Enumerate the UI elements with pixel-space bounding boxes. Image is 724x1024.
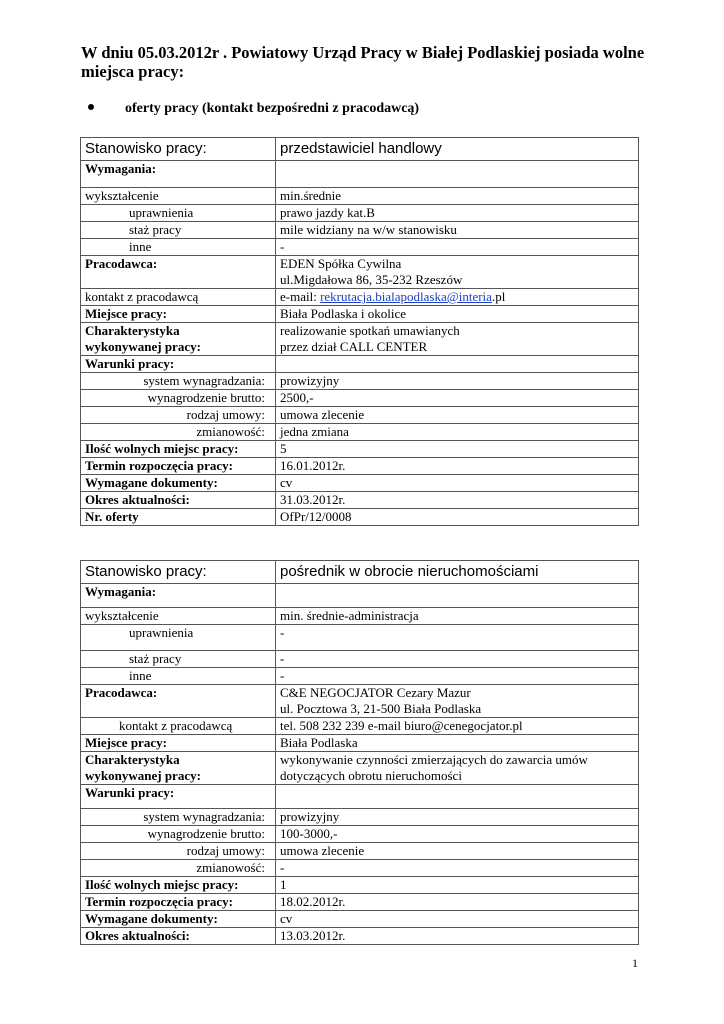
table-row — [81, 785, 639, 809]
place-value: Biała Podlaska i okolice — [276, 306, 639, 323]
experience-label: staż pracy — [81, 222, 276, 239]
licenses-value: - — [276, 625, 639, 651]
start-value: 16.01.2012r. — [276, 458, 639, 475]
salary-label: wynagrodzenie brutto: — [81, 390, 276, 407]
table-row — [81, 877, 639, 894]
start-label: Termin rozpoczęcia pracy: — [81, 894, 276, 911]
characteristics-label — [81, 323, 276, 356]
salary-system-label: system wynagradzania: — [81, 373, 276, 390]
table-row — [81, 306, 639, 323]
licenses-value: prawo jazdy kat.B — [276, 205, 639, 222]
documents-label: Wymagane dokumenty: — [81, 911, 276, 928]
table-row — [81, 668, 639, 685]
contact-prefix: e-mail: — [280, 289, 321, 304]
licenses-label: uprawnienia — [81, 205, 276, 222]
characteristics-label-line2: wykonywanej pracy: — [85, 768, 201, 783]
validity-label: Okres aktualności: — [81, 492, 276, 509]
documents-label: Wymagane dokumenty: — [81, 475, 276, 492]
contract-value: umowa zlecenie — [276, 407, 639, 424]
other-value: - — [276, 668, 639, 685]
bullet-icon — [88, 104, 94, 110]
table-row — [81, 188, 639, 205]
contact-label: kontakt z pracodawcą — [81, 289, 276, 306]
start-value: 18.02.2012r. — [276, 894, 639, 911]
conditions-label: Warunki pracy: — [81, 785, 276, 809]
offer-number-label: Nr. oferty — [81, 509, 276, 526]
salary-label: wynagrodzenie brutto: — [81, 826, 276, 843]
employer-address: ul.Migdałowa 86, 35-232 Rzeszów — [280, 272, 463, 287]
position-label: Stanowisko pracy: — [81, 138, 276, 161]
table-row — [81, 492, 639, 509]
other-label: inne — [81, 668, 276, 685]
characteristics-label — [81, 752, 276, 785]
salary-system-value: prowizyjny — [276, 809, 639, 826]
place-label: Miejsce pracy: — [81, 735, 276, 752]
vacancies-label: Ilość wolnych miejsc pracy: — [81, 441, 276, 458]
job-offer-table-1 — [80, 137, 639, 526]
table-row — [81, 826, 639, 843]
table-row — [81, 356, 639, 373]
shifts-value: jedna zmiana — [276, 424, 639, 441]
table-row — [81, 222, 639, 239]
contact-value: tel. 508 232 239 e-mail biuro@cenegocjator.pl — [276, 718, 639, 735]
other-label: inne — [81, 239, 276, 256]
documents-value: cv — [276, 475, 639, 492]
table-row — [81, 625, 639, 651]
contract-label: rodzaj umowy: — [81, 843, 276, 860]
table-row — [81, 860, 639, 877]
table-row — [81, 161, 639, 188]
employer-address: ul. Pocztowa 3, 21-500 Biała Podlaska — [280, 701, 482, 716]
requirements-label: Wymagania: — [81, 161, 276, 188]
requirements-label: Wymagania: — [81, 584, 276, 608]
position-value: przedstawiciel handlowy — [276, 138, 639, 161]
table-row — [81, 809, 639, 826]
experience-label: staż pracy — [81, 651, 276, 668]
offer-number-value: OfPr/12/0008 — [276, 509, 639, 526]
table-row — [81, 718, 639, 735]
contract-value: umowa zlecenie — [276, 843, 639, 860]
salary-system-value: prowizyjny — [276, 373, 639, 390]
characteristics-line1: wykonywanie czynności zmierzających do zawarcia umów — [280, 752, 588, 767]
table-row — [81, 407, 639, 424]
table-row — [81, 390, 639, 407]
contract-label: rodzaj umowy: — [81, 407, 276, 424]
salary-value: 2500,- — [276, 390, 639, 407]
conditions-value — [276, 785, 639, 809]
requirements-value — [276, 584, 639, 608]
contact-value — [276, 289, 639, 306]
table-row — [81, 239, 639, 256]
table-row — [81, 911, 639, 928]
table-row — [81, 256, 639, 289]
shifts-value: - — [276, 860, 639, 877]
position-value: pośrednik w obrocie nieruchomościami — [276, 561, 639, 584]
table-row — [81, 424, 639, 441]
experience-value: - — [276, 651, 639, 668]
table-row — [81, 205, 639, 222]
place-value: Biała Podlaska — [276, 735, 639, 752]
offers-bullet — [88, 101, 419, 117]
shifts-label: zmianowość: — [81, 424, 276, 441]
table-row — [81, 373, 639, 390]
education-label: wykształcenie — [81, 188, 276, 205]
characteristics-label-line1: Charakterystyka — [85, 323, 180, 338]
page-number: 1 — [632, 956, 638, 970]
start-label: Termin rozpoczęcia pracy: — [81, 458, 276, 475]
education-label: wykształcenie — [81, 608, 276, 625]
table-row — [81, 138, 639, 161]
table-row — [81, 561, 639, 584]
employer-value — [276, 256, 639, 289]
position-label: Stanowisko pracy: — [81, 561, 276, 584]
employer-name: C&E NEGOCJATOR Cezary Mazur — [280, 685, 471, 700]
characteristics-label-line1: Charakterystyka — [85, 752, 180, 767]
contact-suffix: .pl — [491, 289, 506, 304]
experience-value: mile widziany na w/w stanowisku — [276, 222, 639, 239]
page-heading: W dniu 05.03.2012r . Powiatowy Urząd Pracy w Białej Podlaskiej posiada wolne miejsca pracy: — [81, 43, 645, 81]
table-row — [81, 475, 639, 492]
requirements-value — [276, 161, 639, 188]
characteristics-line1: realizowanie spotkań umawianych — [280, 323, 460, 338]
table-row — [81, 289, 639, 306]
shifts-label: zmianowość: — [81, 860, 276, 877]
contact-label: kontakt z pracodawcą — [81, 718, 276, 735]
education-value: min. średnie-administracja — [276, 608, 639, 625]
vacancies-value: 5 — [276, 441, 639, 458]
validity-value: 13.03.2012r. — [276, 928, 639, 945]
table-row — [81, 735, 639, 752]
characteristics-line2: przez dział CALL CENTER — [280, 339, 428, 354]
validity-value: 31.03.2012r. — [276, 492, 639, 509]
conditions-value — [276, 356, 639, 373]
vacancies-value: 1 — [276, 877, 639, 894]
licenses-label: uprawnienia — [81, 625, 276, 651]
employer-name: EDEN Spółka Cywilna — [280, 256, 402, 271]
documents-value: cv — [276, 911, 639, 928]
other-value: - — [276, 239, 639, 256]
characteristics-label-line2: wykonywanej pracy: — [85, 339, 201, 354]
place-label: Miejsce pracy: — [81, 306, 276, 323]
table-row — [81, 458, 639, 475]
characteristics-value — [276, 752, 639, 785]
table-row — [81, 843, 639, 860]
vacancies-label: Ilość wolnych miejsc pracy: — [81, 877, 276, 894]
table-row — [81, 608, 639, 625]
offers-bullet-text: oferty pracy (kontakt bezpośredni z pracodawcą) — [125, 101, 420, 116]
table-row — [81, 928, 639, 945]
job-offer-table-2 — [80, 560, 639, 945]
table-row — [81, 509, 639, 526]
validity-label: Okres aktualności: — [81, 928, 276, 945]
table-row — [81, 323, 639, 356]
salary-value: 100-3000,- — [276, 826, 639, 843]
table-row — [81, 685, 639, 718]
employer-label: Pracodawca: — [81, 685, 276, 718]
characteristics-line2: dotyczących obrotu nieruchomości — [280, 768, 462, 783]
table-row — [81, 441, 639, 458]
table-row — [81, 752, 639, 785]
table-row — [81, 651, 639, 668]
employer-value — [276, 685, 639, 718]
employer-label: Pracodawca: — [81, 256, 276, 289]
contact-email-link[interactable]: rekrutacja.bialapodlaska@interia — [320, 289, 492, 304]
conditions-label: Warunki pracy: — [81, 356, 276, 373]
table-row — [81, 584, 639, 608]
characteristics-value — [276, 323, 639, 356]
table-row — [81, 894, 639, 911]
salary-system-label: system wynagradzania: — [81, 809, 276, 826]
education-value: min.średnie — [276, 188, 639, 205]
